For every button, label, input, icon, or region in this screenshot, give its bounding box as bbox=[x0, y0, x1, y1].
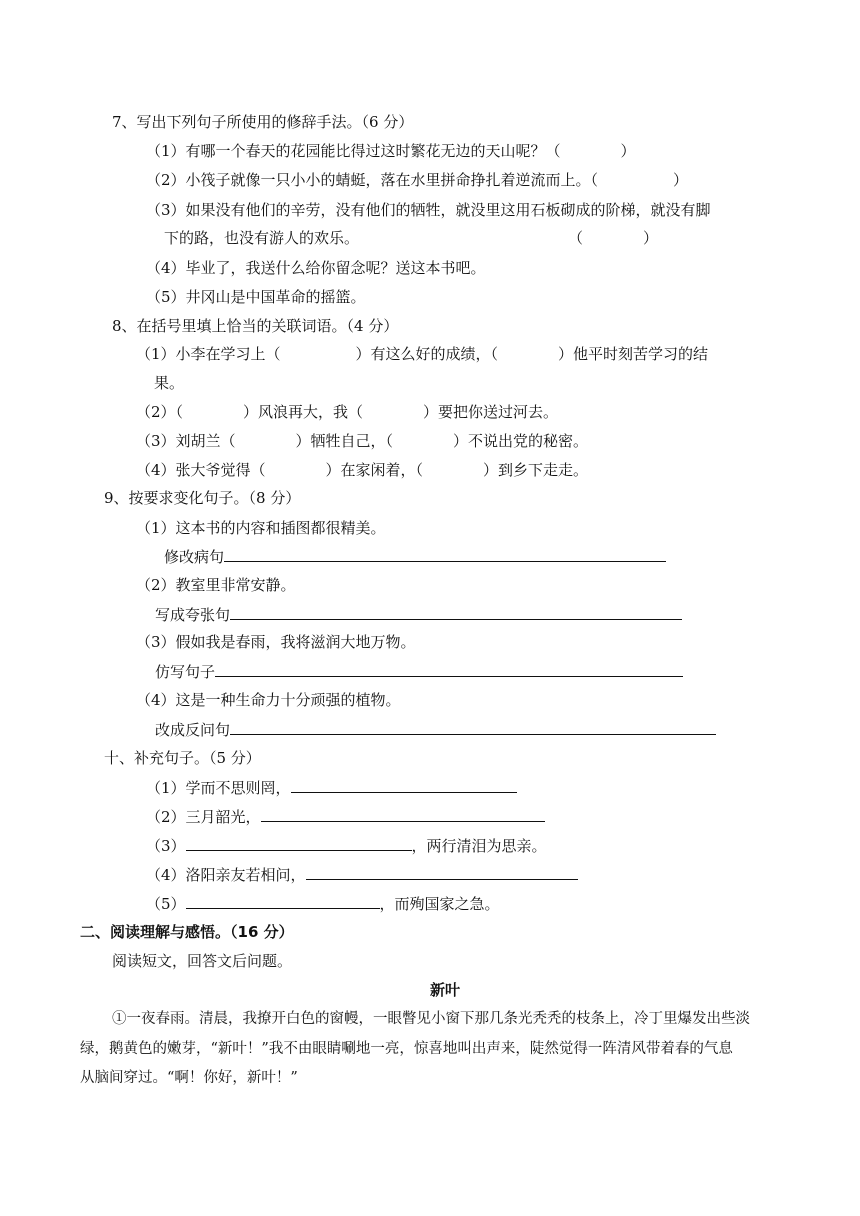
q8-item-1: （1）小李在学习上（ ）有这么好的成绩，（ ）他平时刻苦学习的结 bbox=[136, 345, 709, 363]
q10-item-text: （1）学而不思则罔， bbox=[146, 779, 291, 797]
answer-line[interactable] bbox=[186, 893, 380, 909]
q7-item-3-answer: （ ） bbox=[568, 229, 659, 247]
q10-item-5 bbox=[146, 893, 500, 914]
q10-item-1 bbox=[146, 777, 517, 798]
q8-title: 8、在括号里填上恰当的关联词语。（4 分） bbox=[112, 317, 399, 335]
q9-task-label: 修改病句 bbox=[164, 548, 225, 566]
passage-line-1: ①一夜春雨。清晨，我撩开白色的窗幔，一眼瞥见小窗下那几条光秃秃的枝条上，冷丁里爆发出些淡 bbox=[112, 1011, 750, 1027]
q8-item-4: （4）张大爷觉得（ ）在家闲着，（ ）到乡下走走。 bbox=[136, 461, 589, 479]
answer-line[interactable] bbox=[230, 719, 716, 735]
q9-title: 9、按要求变化句子。（8 分） bbox=[104, 489, 301, 507]
q9-sentence-4: （4）这是一种生命力十分顽强的植物。 bbox=[136, 691, 401, 709]
q10-item-text: （2）三月韶光， bbox=[146, 808, 261, 826]
answer-line[interactable] bbox=[224, 546, 666, 562]
q7-item-2: （2）小筏子就像一只小小的蜻蜓，落在水里拼命挣扎着逆流而上。（ ） bbox=[146, 171, 689, 189]
q7-item-5: （5）井冈山是中国革命的摇篮。 bbox=[146, 288, 366, 306]
section2-title: 二、阅读理解与感悟。（16 分） bbox=[80, 923, 294, 941]
q9-task-1 bbox=[164, 546, 666, 567]
q10-item-text: ，而殉国家之急。 bbox=[379, 895, 500, 913]
q9-sentence-1: （1）这本书的内容和插图都很精美。 bbox=[136, 519, 386, 537]
q9-sentence-3: （3）假如我是春雨，我将滋润大地万物。 bbox=[136, 633, 416, 651]
q7-item-1: （1）有哪一个春天的花园能比得过这时繁花无边的天山呢？（ ） bbox=[146, 142, 636, 160]
q7-title: 7、写出下列句子所使用的修辞手法。（6 分） bbox=[112, 113, 414, 131]
answer-line[interactable] bbox=[306, 864, 578, 880]
q9-task-label: 写成夸张句 bbox=[155, 606, 231, 624]
q9-task-4 bbox=[155, 719, 716, 740]
answer-line[interactable] bbox=[261, 806, 545, 822]
q7-item-3: （3）如果没有他们的辛劳，没有他们的牺牲，就没里这用石板砌成的阶梯，就没有脚 bbox=[146, 201, 711, 219]
q8-item-1-cont: 果。 bbox=[154, 374, 185, 392]
q10-item-text: （3） bbox=[146, 837, 186, 855]
answer-line[interactable] bbox=[291, 777, 517, 793]
q9-task-label: 改成反问句 bbox=[155, 721, 231, 739]
q9-sentence-2: （2）教室里非常安静。 bbox=[136, 576, 296, 594]
passage-line-2: 绿，鹅黄色的嫩芽，“新叶！”我不由眼睛唰地一亮，惊喜地叫出声来，陡然觉得一阵清风带着春的气息 bbox=[80, 1041, 733, 1057]
q9-task-3 bbox=[155, 661, 683, 682]
q8-item-3: （3）刘胡兰（ ）牺牲自己，（ ）不说出党的秘密。 bbox=[136, 432, 589, 450]
answer-line[interactable] bbox=[230, 604, 682, 620]
q7-item-3-cont: 下的路，也没有游人的欢乐。 bbox=[164, 229, 360, 247]
q10-item-text: （4）洛阳亲友若相问， bbox=[146, 866, 306, 884]
q8-item-2: （2）（ ）风浪再大，我（ ）要把你送过河去。 bbox=[136, 403, 559, 421]
q10-item-4 bbox=[146, 864, 578, 885]
q10-item-text: （5） bbox=[146, 895, 186, 913]
q7-item-4: （4）毕业了，我送什么给你留念呢？送这本书吧。 bbox=[146, 259, 486, 277]
section2-instruction: 阅读短文，回答文后问题。 bbox=[112, 952, 293, 970]
q10-item-2 bbox=[146, 806, 545, 827]
q9-task-label: 仿写句子 bbox=[155, 663, 216, 681]
answer-line[interactable] bbox=[186, 835, 412, 851]
passage-title: 新叶 bbox=[430, 981, 461, 999]
q9-task-2 bbox=[155, 604, 682, 625]
q10-title: 十、补充句子。（5 分） bbox=[104, 749, 261, 767]
q10-item-3 bbox=[146, 835, 547, 856]
passage-line-3: 从脑间穿过。“啊！你好，新叶！” bbox=[80, 1070, 298, 1086]
answer-line[interactable] bbox=[215, 661, 683, 677]
q10-item-text: ，两行清泪为思亲。 bbox=[411, 837, 547, 855]
